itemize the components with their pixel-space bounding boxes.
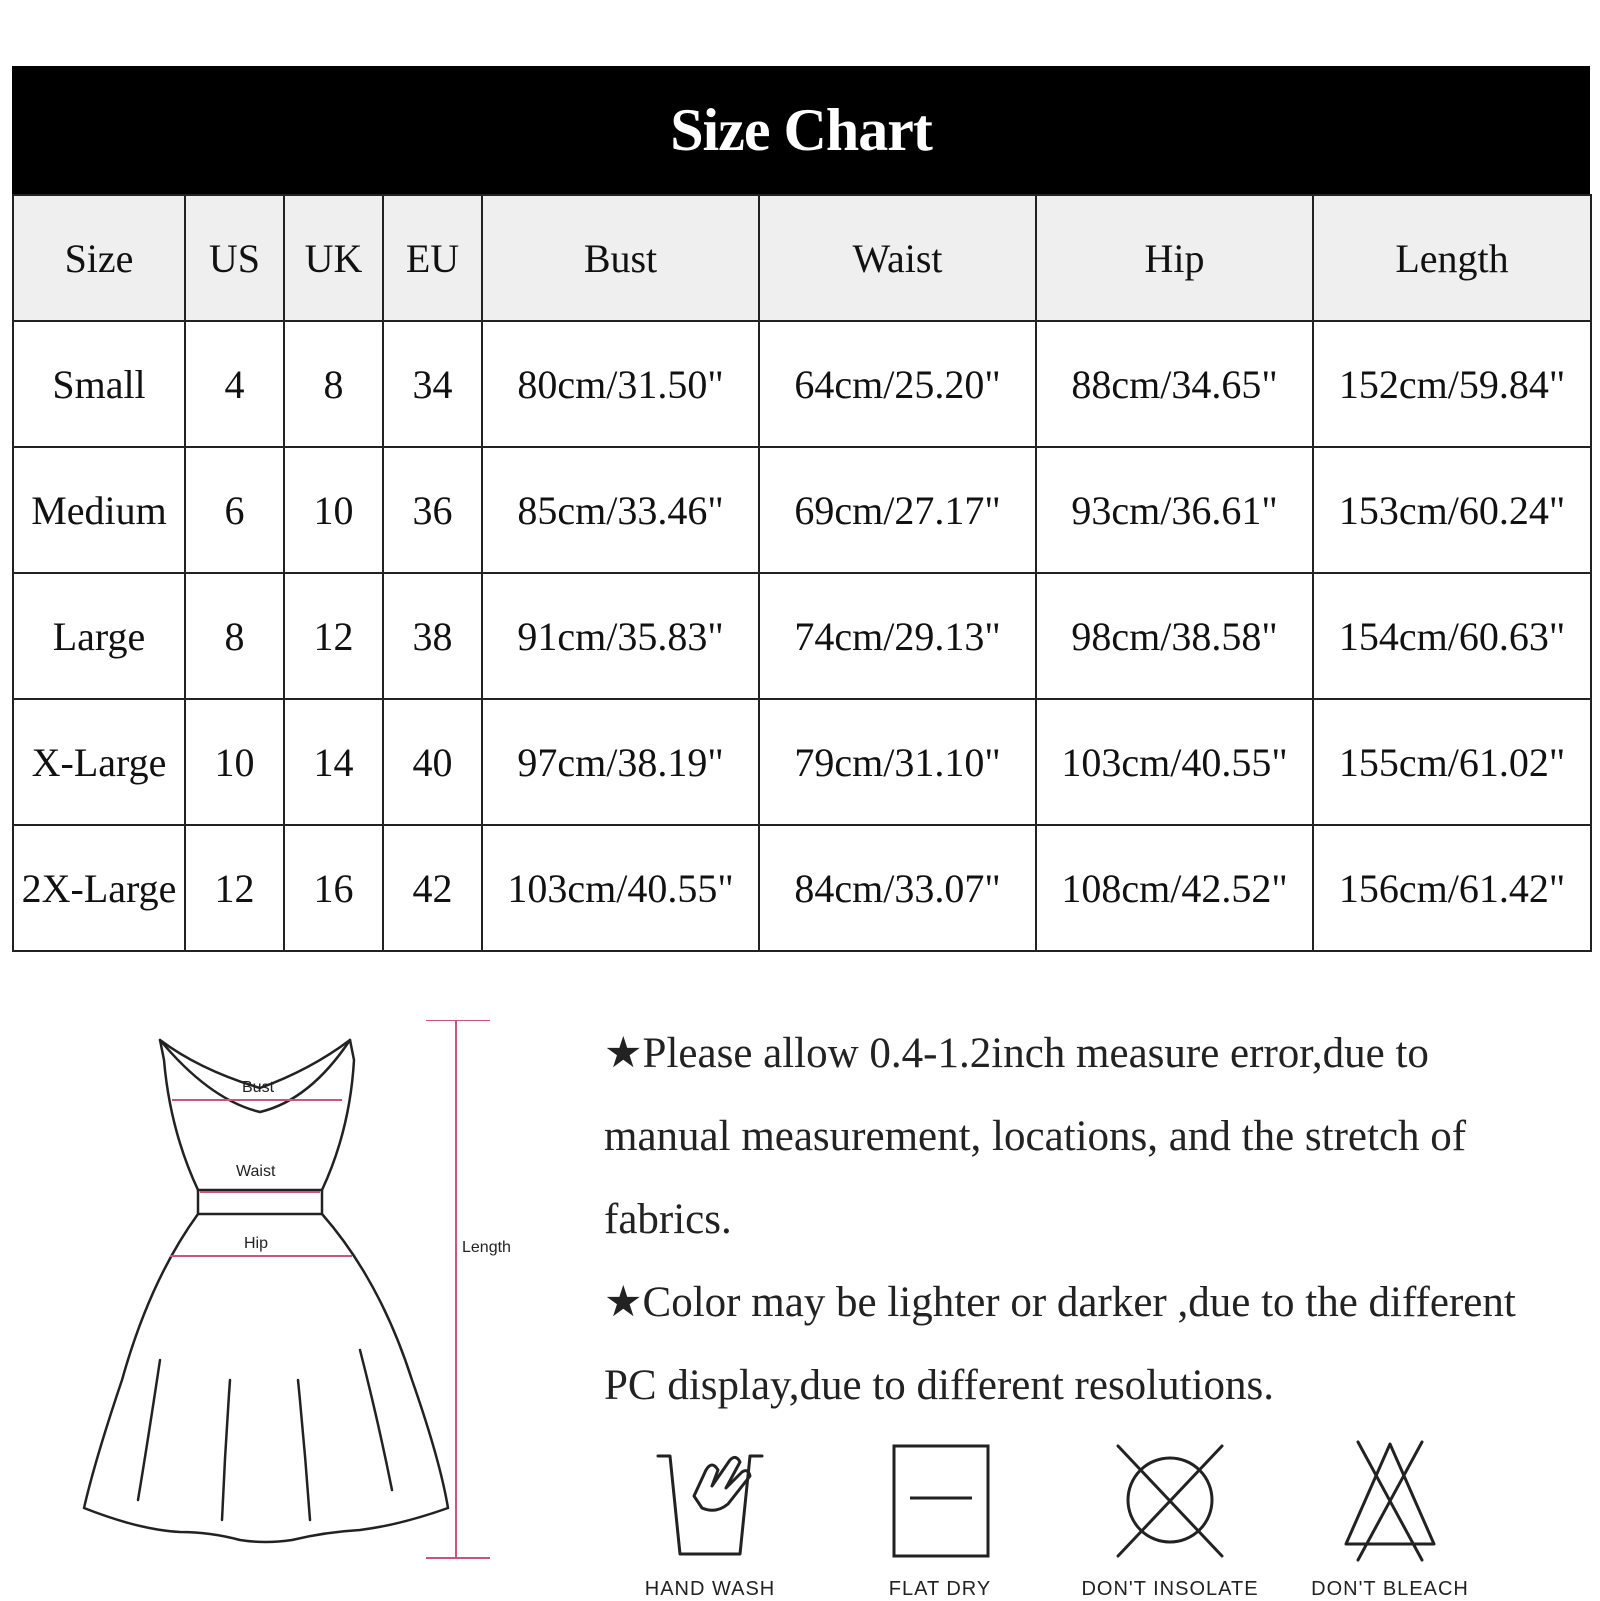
skirt-fold (222, 1380, 230, 1520)
table-cell: 6 (185, 447, 284, 573)
skirt-fold (298, 1380, 310, 1520)
table-cell: 91cm/35.83" (482, 573, 759, 699)
table-cell: 10 (284, 447, 383, 573)
header-hip: Hip (1036, 195, 1313, 321)
table-cell: 85cm/33.46" (482, 447, 759, 573)
table-row (13, 573, 1591, 699)
table-cell: 84cm/33.07" (759, 825, 1036, 951)
table-cell: 103cm/40.55" (1036, 699, 1313, 825)
care-dont-bleach (1290, 1436, 1490, 1601)
table-cell: 108cm/42.52" (1036, 825, 1313, 951)
care-flat-dry (840, 1436, 1040, 1601)
table-cell: 74cm/29.13" (759, 573, 1036, 699)
header-bust: Bust (482, 195, 759, 321)
table-cell: 88cm/34.65" (1036, 321, 1313, 447)
table-cell: 36 (383, 447, 482, 573)
table-cell: 16 (284, 825, 383, 951)
hip-label: Hip (244, 1235, 269, 1252)
flat-dry-icon (880, 1436, 1000, 1566)
skirt-fold (360, 1350, 392, 1490)
care-dont-insolate (1070, 1436, 1270, 1601)
care-hand-wash (610, 1436, 810, 1601)
table-cell: 79cm/31.10" (759, 699, 1036, 825)
table-cell: Small (13, 321, 185, 447)
length-label: Length (462, 1239, 511, 1256)
table-cell: 155cm/61.02" (1313, 699, 1591, 825)
table-cell: 97cm/38.19" (482, 699, 759, 825)
dont-insolate-icon (1110, 1436, 1230, 1566)
dont-bleach-icon (1330, 1436, 1450, 1566)
header-uk: UK (284, 195, 383, 321)
table-cell: 4 (185, 321, 284, 447)
table-cell: 64cm/25.20" (759, 321, 1036, 447)
table-cell: 10 (185, 699, 284, 825)
table-cell: 12 (284, 573, 383, 699)
flat-dry-label: FLAT DRY (888, 1578, 992, 1600)
neckline (160, 1040, 350, 1112)
table-row (13, 447, 1591, 573)
table-row (13, 699, 1591, 825)
header-eu: EU (383, 195, 482, 321)
waist-label: Waist (236, 1163, 276, 1180)
header-size: Size (13, 195, 185, 321)
table-cell: 38 (383, 573, 482, 699)
header-waist: Waist (759, 195, 1036, 321)
dont-insolate-label: DON'T INSOLATE (1081, 1578, 1259, 1600)
dress-measurement-diagram (60, 1020, 520, 1580)
dont-bleach-label: DON'T BLEACH (1311, 1578, 1469, 1600)
table-cell: 154cm/60.63" (1313, 573, 1591, 699)
hand-wash-icon (650, 1436, 770, 1566)
table-cell: 8 (284, 321, 383, 447)
table-cell: 2X-Large (13, 825, 185, 951)
table-cell: 80cm/31.50" (482, 321, 759, 447)
table-header-row (13, 195, 1591, 321)
table-cell: 153cm/60.24" (1313, 447, 1591, 573)
header-length: Length (1313, 195, 1591, 321)
note-measure-error: ★Please allow 0.4-1.2inch measure error,due to manual measurement, locations, and the stretch of fabrics. (604, 1030, 1467, 1243)
table-cell: 14 (284, 699, 383, 825)
table-cell: 42 (383, 825, 482, 951)
table-row (13, 825, 1591, 951)
table-cell: 152cm/59.84" (1313, 321, 1591, 447)
page-title: Size Chart (12, 66, 1590, 194)
table-cell: X-Large (13, 699, 185, 825)
table-cell: 103cm/40.55" (482, 825, 759, 951)
table-cell: 93cm/36.61" (1036, 447, 1313, 573)
table-cell: 69cm/27.17" (759, 447, 1036, 573)
size-table (12, 194, 1592, 952)
table-cell: 156cm/61.42" (1313, 825, 1591, 951)
bust-label: Bust (242, 1079, 275, 1096)
notes (604, 1012, 1564, 1427)
table-cell: 8 (185, 573, 284, 699)
waistband (198, 1190, 322, 1214)
table-cell: 98cm/38.58" (1036, 573, 1313, 699)
hand-wash-label: HAND WASH (644, 1578, 776, 1600)
table-cell: 34 (383, 321, 482, 447)
table-cell: 12 (185, 825, 284, 951)
table-cell: Medium (13, 447, 185, 573)
note-color-difference: ★Color may be lighter or darker ,due to the different PC display,due to different resolutions. (604, 1279, 1516, 1409)
skirt-fold (138, 1360, 160, 1500)
table-row (13, 321, 1591, 447)
table-cell: 40 (383, 699, 482, 825)
table-cell: Large (13, 573, 185, 699)
dress-outline (84, 1040, 448, 1542)
header-us: US (185, 195, 284, 321)
